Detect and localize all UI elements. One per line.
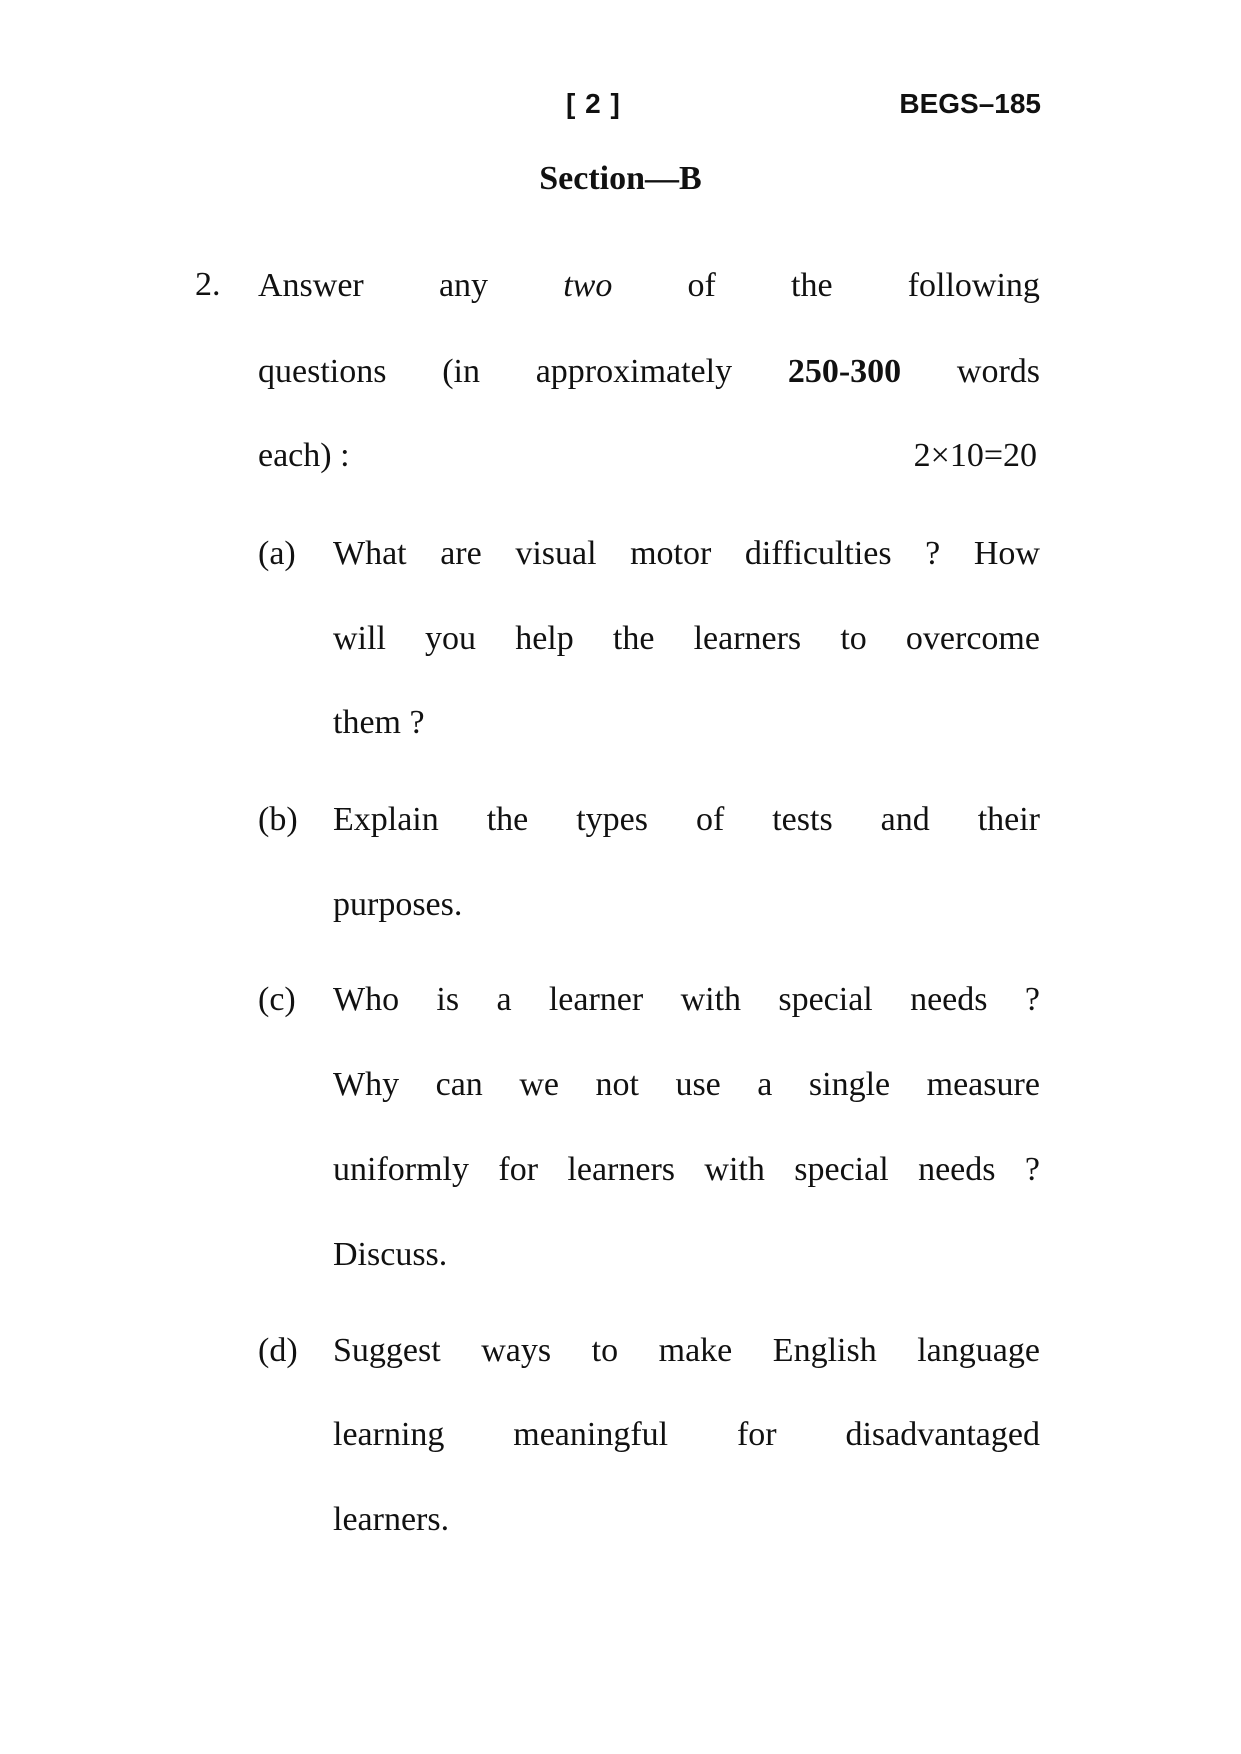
part-c-line-2 bbox=[333, 1065, 1040, 1105]
word: help bbox=[515, 620, 574, 657]
word: disadvantaged bbox=[845, 1416, 1040, 1453]
word: ? bbox=[925, 535, 941, 572]
word: of bbox=[687, 267, 716, 304]
part-d-text bbox=[333, 1331, 1040, 1371]
word: learner bbox=[548, 981, 644, 1018]
part-a-text bbox=[333, 619, 1040, 659]
part-c-line-1 bbox=[333, 980, 1040, 1020]
word: Suggest bbox=[333, 1332, 441, 1369]
word: meaningful bbox=[513, 1416, 669, 1453]
part-c-text bbox=[333, 980, 1040, 1020]
word: each) : bbox=[258, 437, 350, 474]
word: types bbox=[576, 801, 648, 838]
word: ? bbox=[1024, 1151, 1040, 1188]
section-title bbox=[0, 160, 1241, 198]
word: the bbox=[486, 801, 529, 838]
word: for bbox=[498, 1151, 539, 1188]
word: difficulties bbox=[744, 535, 892, 572]
part-b-line-2 bbox=[333, 885, 1040, 925]
word: visual bbox=[515, 535, 597, 572]
word: we bbox=[519, 1066, 559, 1103]
word: for bbox=[736, 1416, 777, 1453]
word: language bbox=[917, 1332, 1040, 1369]
part-c-label: (c) bbox=[258, 981, 296, 1018]
word-emphasis: two bbox=[563, 267, 613, 304]
word: of bbox=[695, 801, 725, 838]
part-a-text: them ? bbox=[333, 704, 425, 741]
word: are bbox=[440, 535, 482, 572]
word: special bbox=[778, 981, 873, 1018]
word: the bbox=[791, 267, 833, 304]
word-count-range: 250-300 bbox=[787, 353, 902, 390]
word: Explain bbox=[333, 801, 439, 838]
word: What bbox=[333, 535, 407, 572]
word: will bbox=[333, 620, 386, 657]
word: overcome bbox=[905, 620, 1040, 657]
word: to bbox=[591, 1332, 619, 1369]
question-intro-line-1 bbox=[258, 266, 1040, 306]
word: their bbox=[977, 801, 1040, 838]
word: make bbox=[658, 1332, 733, 1369]
question-number: 2. bbox=[195, 266, 221, 303]
part-a-label: (a) bbox=[258, 535, 296, 572]
word: and bbox=[880, 801, 930, 838]
word: approximately bbox=[535, 353, 733, 390]
word: (in bbox=[442, 353, 480, 390]
word: a bbox=[496, 981, 512, 1018]
word: ways bbox=[481, 1332, 552, 1369]
word: can bbox=[435, 1066, 483, 1103]
part-a-line-2 bbox=[333, 619, 1040, 659]
word: learning bbox=[333, 1416, 445, 1453]
word: words bbox=[956, 353, 1040, 390]
word: needs bbox=[910, 981, 988, 1018]
course-code: BEGS–185 bbox=[899, 88, 1041, 119]
word: How bbox=[973, 535, 1040, 572]
word: Who bbox=[333, 981, 400, 1018]
question-intro-line-2 bbox=[258, 352, 1040, 392]
word: ? bbox=[1024, 981, 1040, 1018]
word: a bbox=[757, 1066, 773, 1103]
part-d-line-2 bbox=[333, 1415, 1040, 1455]
part-c-text bbox=[333, 1150, 1040, 1190]
word: measure bbox=[926, 1066, 1040, 1103]
word: Why bbox=[333, 1066, 400, 1103]
part-c-text bbox=[333, 1065, 1040, 1105]
part-b-line-1 bbox=[333, 800, 1040, 840]
part-a-line-3 bbox=[333, 703, 1040, 743]
part-a-text bbox=[333, 534, 1040, 574]
part-d-text bbox=[333, 1415, 1040, 1455]
word: needs bbox=[918, 1151, 996, 1188]
marks: 2×10=20 bbox=[913, 437, 1037, 474]
part-d-line-1 bbox=[333, 1331, 1040, 1371]
part-b-text: purposes. bbox=[333, 886, 463, 923]
word: use bbox=[675, 1066, 721, 1103]
word: motor bbox=[630, 535, 712, 572]
part-d-label: (d) bbox=[258, 1332, 298, 1369]
word: tests bbox=[772, 801, 833, 838]
part-c-text: Discuss. bbox=[333, 1236, 448, 1273]
page-number: [ 2 ] bbox=[566, 88, 621, 119]
word: learners bbox=[693, 620, 802, 657]
word: uniformly bbox=[333, 1151, 469, 1188]
word: any bbox=[438, 267, 489, 304]
word: Answer bbox=[258, 267, 364, 304]
word: single bbox=[808, 1066, 891, 1103]
word: following bbox=[907, 267, 1040, 304]
word: the bbox=[612, 620, 655, 657]
part-d-line-3 bbox=[333, 1500, 1040, 1540]
word: with bbox=[704, 1151, 765, 1188]
word: English bbox=[772, 1332, 877, 1369]
word: questions bbox=[258, 353, 387, 390]
part-b-text bbox=[333, 800, 1040, 840]
section-title-text: Section—B bbox=[539, 160, 702, 197]
word: you bbox=[425, 620, 477, 657]
part-c-line-4 bbox=[333, 1235, 1040, 1275]
word: learners bbox=[567, 1151, 676, 1188]
word: with bbox=[680, 981, 742, 1018]
word: not bbox=[595, 1066, 639, 1103]
part-c-line-3 bbox=[333, 1150, 1040, 1190]
word: is bbox=[436, 981, 460, 1018]
word: special bbox=[794, 1151, 889, 1188]
part-a-line-1 bbox=[333, 534, 1040, 574]
word: to bbox=[840, 620, 867, 657]
part-d-text: learners. bbox=[333, 1501, 450, 1538]
part-b-label: (b) bbox=[258, 801, 298, 838]
